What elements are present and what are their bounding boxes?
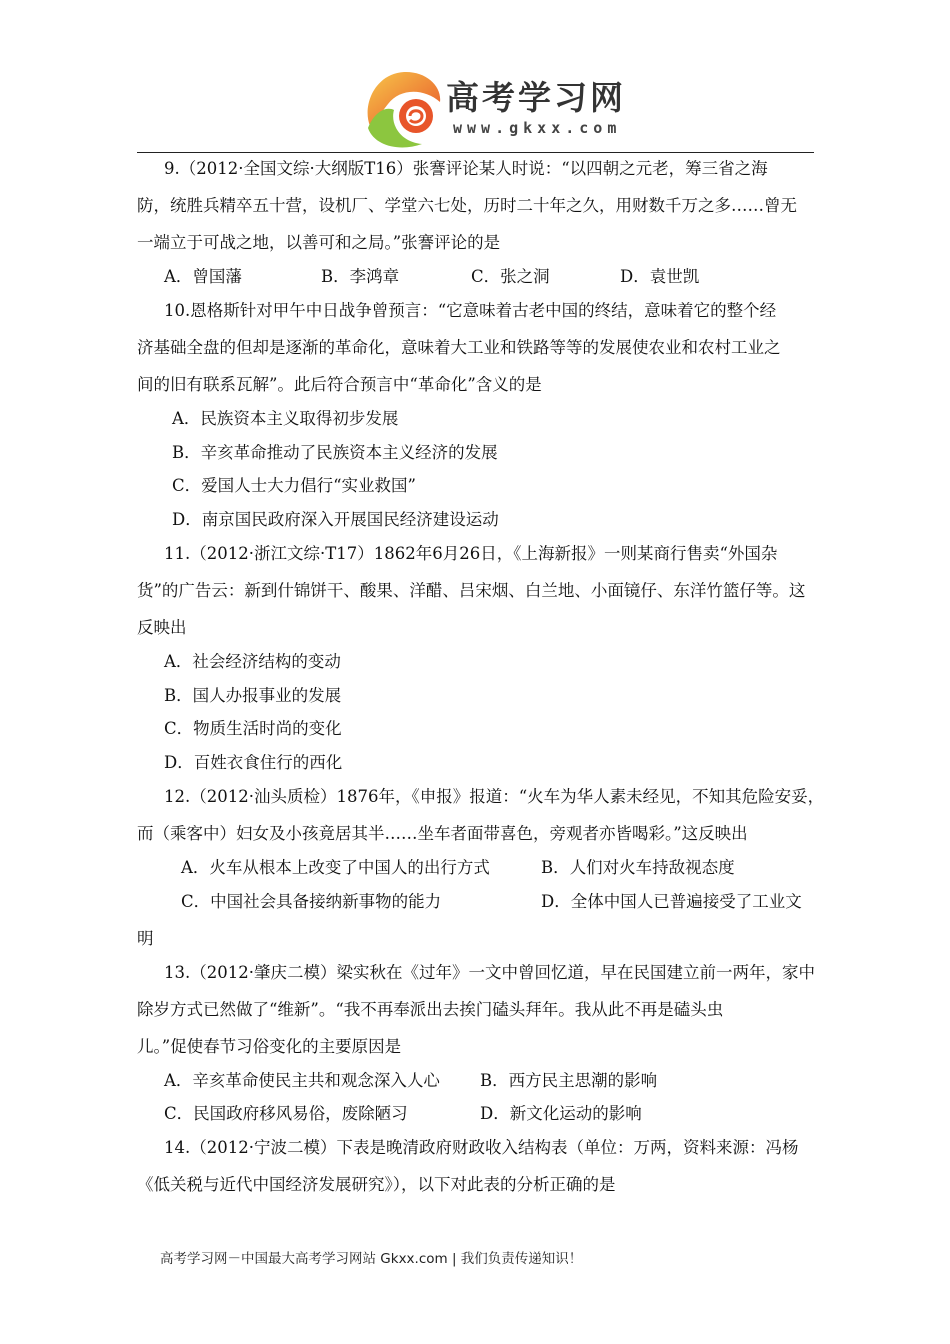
option-b: B．辛亥革命推动了民族资本主义经济的发展 xyxy=(172,443,498,462)
question-line: 14.（2012·宁波二模）下表是晚清政府财政收入结构表（单位：万两，资料来源：冯杨 xyxy=(164,1138,799,1157)
option-a: A．曾国藩 xyxy=(164,267,242,286)
option-c: C．民国政府移风易俗，废除陋习 xyxy=(164,1104,408,1123)
option-b: B．国人办报事业的发展 xyxy=(164,686,342,705)
option-d-continued: 明 xyxy=(137,929,154,948)
question-line: 12.（2012·汕头质检）1876年，《申报》报道：“火车为华人素未经见，不知其危险安妥， xyxy=(164,787,825,806)
option-b: B．西方民主思潮的影响 xyxy=(480,1071,658,1090)
question-line: 而（乘客中）妇女及小孩竟居其半……坐车者面带喜色，旁观者亦皆喝彩。”这反映出 xyxy=(137,824,748,843)
question-line: 13.（2012·肇庆二模）梁实秋在《过年》一文中曾回忆道，早在民国建立前一两年，家中 xyxy=(164,963,815,982)
option-c: C．张之洞 xyxy=(471,267,550,286)
question-line: 《低关税与近代中国经济发展研究》），以下对此表的分析正确的是 xyxy=(137,1175,616,1194)
option-d: D．南京国民政府深入开展国民经济建设运动 xyxy=(172,510,499,529)
question-line: 货”的广告云：新到什锦饼干、酸果、洋醋、吕宋烟、白兰地、小面镜仔、东洋竹篮仔等。这 xyxy=(137,581,806,600)
option-d: D．全体中国人已普遍接受了工业文 xyxy=(541,892,802,911)
option-c: C．中国社会具备接纳新事物的能力 xyxy=(181,892,442,911)
option-b: B．人们对火车持敌视态度 xyxy=(541,858,735,877)
option-d: D．新文化运动的影响 xyxy=(480,1104,642,1123)
gkxx-logo-icon xyxy=(360,66,446,150)
option-a: A．社会经济结构的变动 xyxy=(164,652,341,671)
question-line: 11.（2012·浙江文综·T17）1862年6月26日，《上海新报》一则某商行售卖“外国杂 xyxy=(164,544,778,563)
question-line: 一端立于可战之地，以善可和之局。”张謇评论的是 xyxy=(137,233,501,252)
header-divider xyxy=(137,152,814,153)
site-url: www.gkxx.com xyxy=(453,119,622,137)
question-line: 济基础全盘的但却是逐渐的革命化，意味着大工业和铁路等等的发展使农业和农村工业之 xyxy=(137,338,781,357)
question-line: 反映出 xyxy=(137,618,187,637)
option-c: C．爱国人士大力倡行“实业救国” xyxy=(172,476,416,495)
question-line: 防，统胜兵精卒五十营，设机厂、学堂六七处，历时二十年之久，用财数千万之多……曾无 xyxy=(137,196,797,215)
option-b: B．李鸿章 xyxy=(321,267,400,286)
option-a: A．民族资本主义取得初步发展 xyxy=(172,409,399,428)
page-footer: 高考学习网－中国最大高考学习网站 Gkxx.com | 我们负责传递知识！ xyxy=(160,1251,583,1267)
site-brand-name: 高考学习网 xyxy=(446,78,626,117)
page-header xyxy=(0,0,950,152)
option-a: A．辛亥革命使民主共和观念深入人心 xyxy=(164,1071,440,1090)
option-a: A．火车从根本上改变了中国人的出行方式 xyxy=(181,858,490,877)
option-c: C．物质生活时尚的变化 xyxy=(164,719,342,738)
question-line: 9.（2012·全国文综·大纲版T16）张謇评论某人时说：“以四朝之元老，筹三省之海 xyxy=(164,159,768,178)
question-line: 除岁方式已然做了“维新”。“我不再奉派出去挨门磕头拜年。我从此不再是磕头虫 xyxy=(137,1000,724,1019)
question-line: 间的旧有联系瓦解”。此后符合预言中“革命化”含义的是 xyxy=(137,375,542,394)
option-d: D．百姓衣食住行的西化 xyxy=(164,753,343,772)
option-d: D．袁世凯 xyxy=(620,267,700,286)
question-line: 儿。”促使春节习俗变化的主要原因是 xyxy=(137,1037,402,1056)
question-line: 10.恩格斯针对甲午中日战争曾预言：“它意味着古老中国的终结，意味着它的整个经 xyxy=(164,301,777,320)
